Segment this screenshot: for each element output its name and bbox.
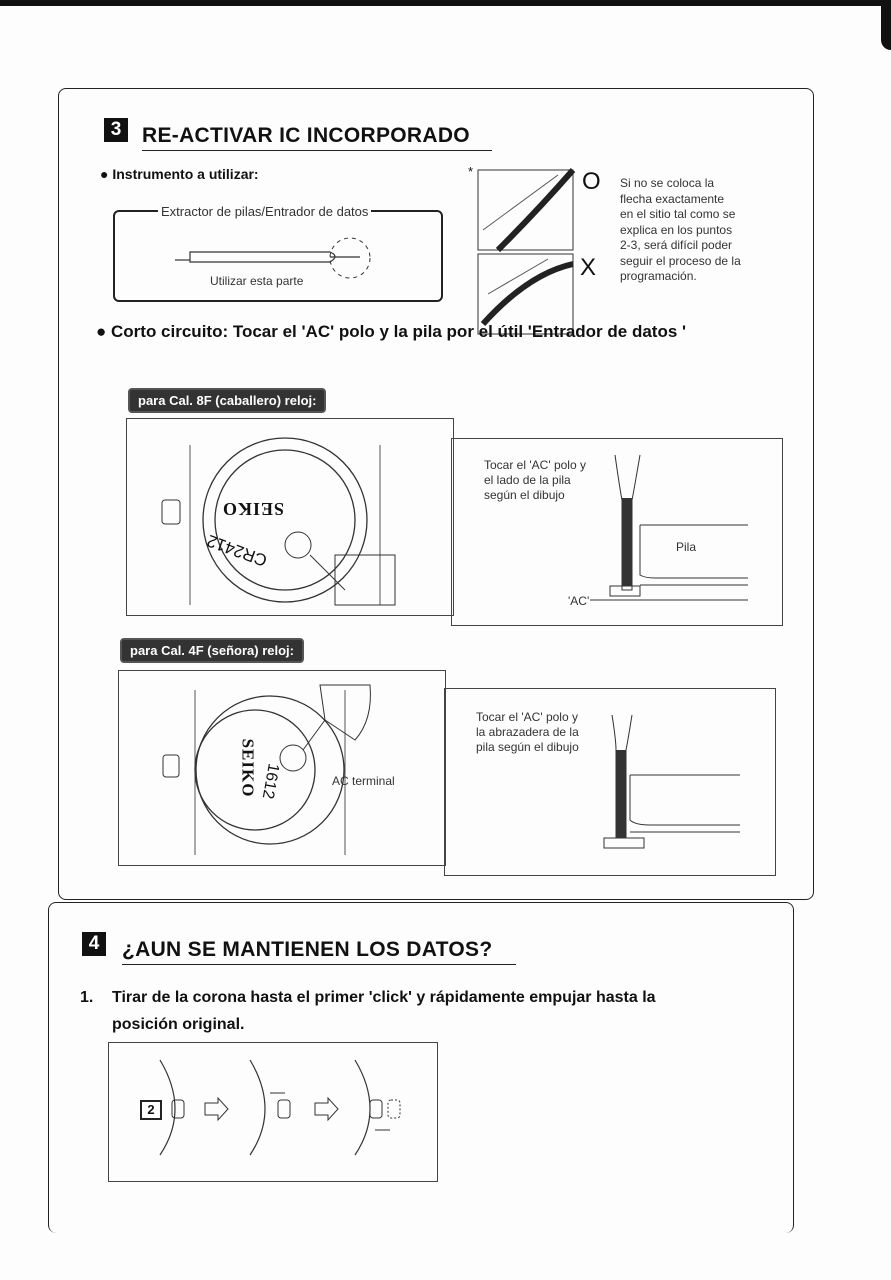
note-line: Si no se coloca la bbox=[620, 176, 715, 190]
section-3-number: 3 bbox=[104, 118, 128, 142]
note-line: explica en los puntos bbox=[620, 222, 733, 237]
scan-top-border bbox=[0, 0, 891, 6]
tool-label-text: Instrumento a utilizar: bbox=[112, 166, 259, 182]
arrow-note bbox=[620, 176, 741, 285]
cal-8f-label: para Cal. 8F (caballero) reloj: bbox=[128, 388, 326, 413]
cal-8f-ac-label: 'AC' bbox=[568, 594, 590, 608]
step-text-line-1: Tirar de la corona hasta el primer 'click' y rápidamente empujar hasta la bbox=[112, 989, 656, 1006]
section-4-number: 4 bbox=[82, 932, 106, 956]
correct-position-diagram bbox=[478, 170, 578, 252]
bullet-icon: ● bbox=[96, 322, 107, 341]
step-text-line-2: posición original. bbox=[112, 1016, 245, 1033]
cal-4f-contact-illustration bbox=[600, 710, 750, 860]
asterisk: * bbox=[468, 164, 474, 179]
note-line: seguir el proceso de la bbox=[620, 253, 741, 268]
cal-4f-brand: SEIKO bbox=[238, 738, 258, 798]
note-line: flecha exactamente bbox=[620, 191, 725, 206]
short-circuit-instruction bbox=[96, 322, 686, 342]
tool-label bbox=[100, 166, 259, 182]
instruction-line: según el dibujo bbox=[484, 488, 565, 502]
step-1 bbox=[80, 984, 780, 1038]
section-4-title: ¿AUN SE MANTIENEN LOS DATOS? bbox=[122, 938, 516, 965]
cal-8f-brand: SEIKO bbox=[222, 499, 285, 519]
crown-sequence-illustration bbox=[150, 1055, 430, 1165]
note-line: programación. bbox=[620, 269, 697, 283]
instruction-line: la abrazadera de la bbox=[476, 725, 579, 739]
cal-8f-battery-code: CR2412 bbox=[204, 530, 270, 571]
instruction-line: el lado de la pila bbox=[484, 473, 571, 487]
cal-4f-label: para Cal. 4F (señora) reloj: bbox=[120, 638, 304, 663]
section-3-title: RE-ACTIVAR IC INCORPORADO bbox=[142, 124, 492, 151]
cal-8f-watch-illustration bbox=[150, 425, 450, 610]
bullet-icon: ● bbox=[100, 166, 109, 182]
tool-name: Extractor de pilas/Entrador de datos bbox=[158, 204, 371, 219]
tool-part-label: Utilizar esta parte bbox=[210, 274, 304, 288]
scan-right-edge bbox=[881, 0, 891, 50]
instruction-line: Tocar el 'AC' polo y bbox=[476, 710, 578, 724]
note-line: 2-3, será difícil poder bbox=[620, 238, 733, 252]
instruction-line: pila según el dibujo bbox=[476, 740, 579, 754]
short-circuit-text: Corto circuito: Tocar el 'AC' polo y la pila por el útil 'Entrador de datos ' bbox=[111, 322, 687, 341]
position-badge: 2 bbox=[140, 1100, 162, 1120]
cal-4f-instruction bbox=[476, 710, 579, 755]
instruction-line: Tocar el 'AC' polo y bbox=[484, 458, 586, 472]
cal-4f-watch-illustration bbox=[155, 680, 415, 860]
cal-8f-contact-illustration bbox=[560, 450, 750, 615]
cal-8f-battery-label: Pila bbox=[676, 540, 697, 554]
wrong-mark: X bbox=[580, 254, 597, 281]
cal-4f-battery-code: 1612 bbox=[258, 762, 282, 801]
correct-mark: O bbox=[582, 168, 601, 195]
cal-4f-terminal-label: AC terminal bbox=[332, 774, 395, 788]
note-line: en el sitio tal como se bbox=[620, 207, 736, 221]
step-number: 1. bbox=[80, 989, 94, 1006]
